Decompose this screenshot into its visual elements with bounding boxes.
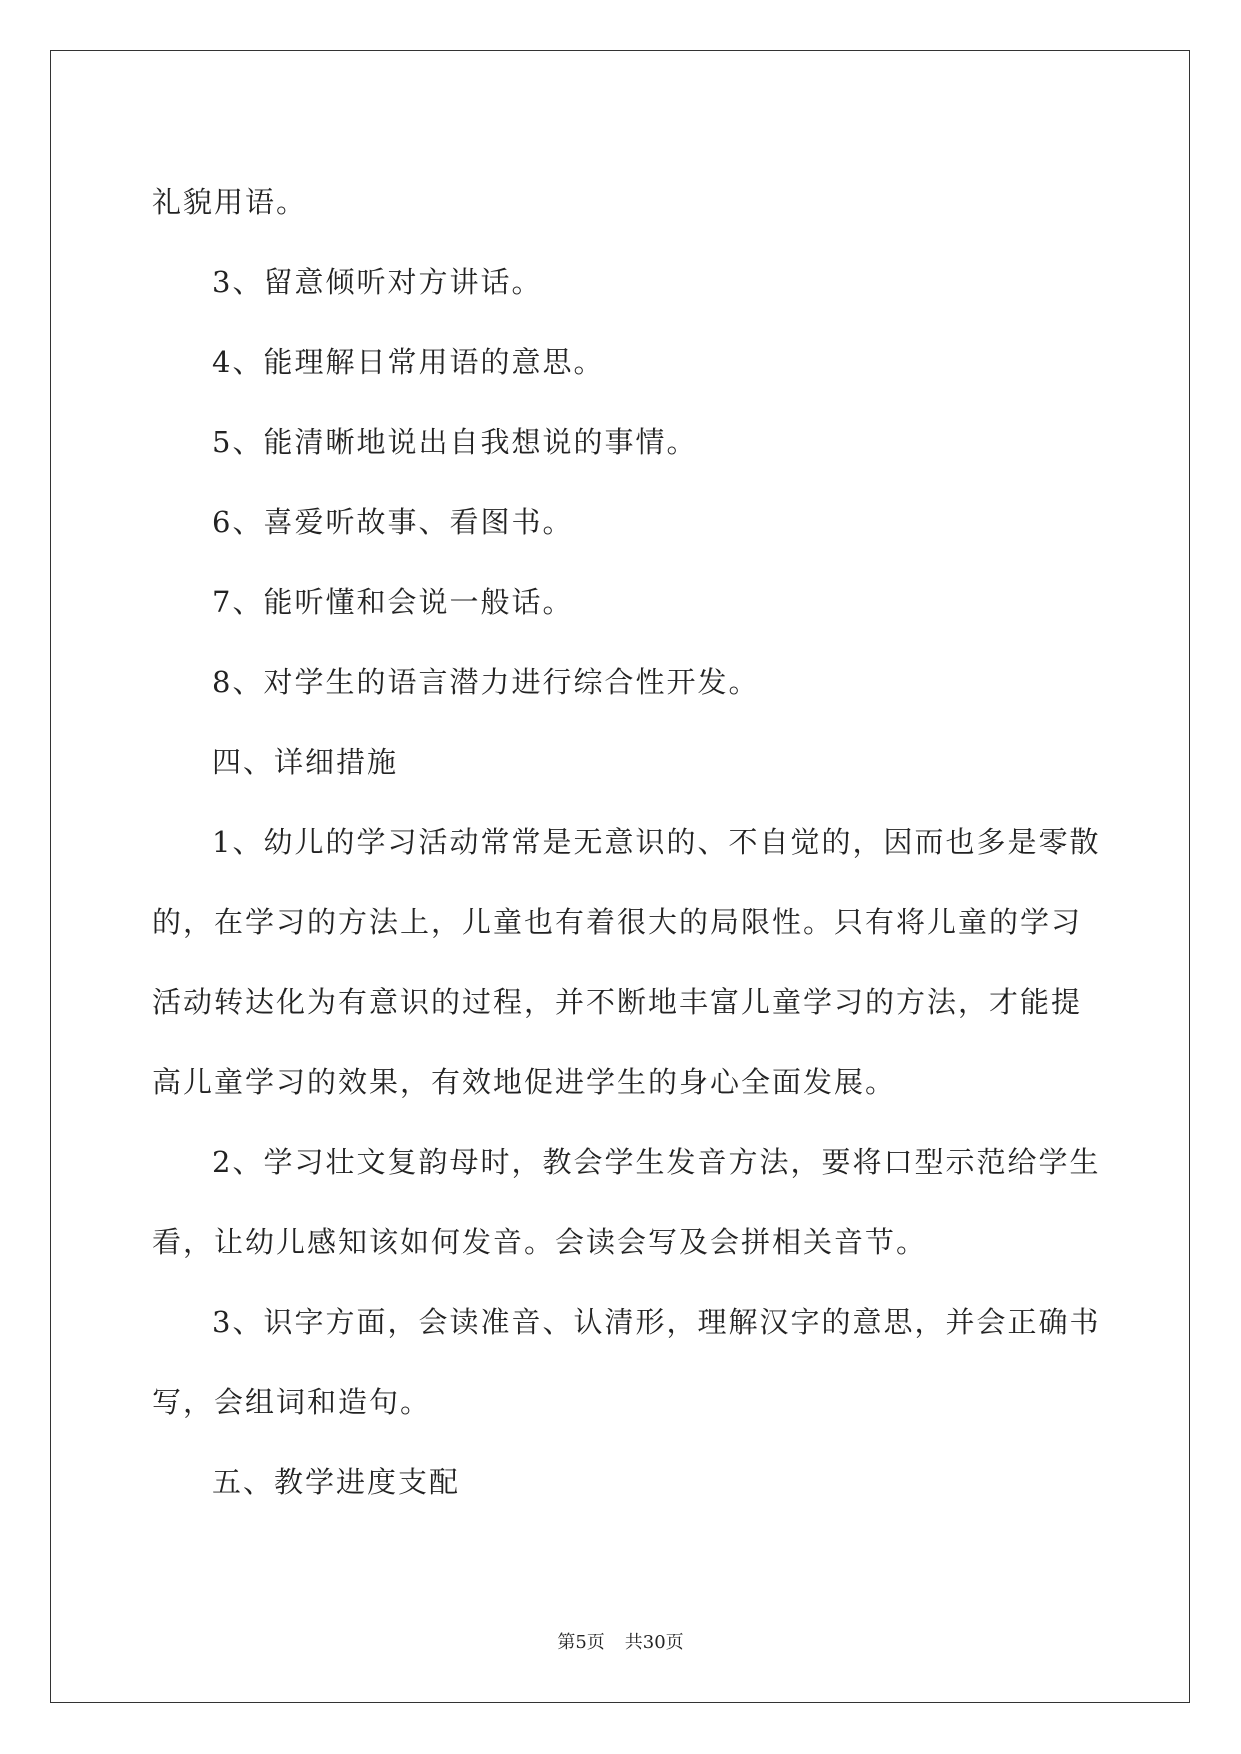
paragraph-line: 写，会组词和造句。 bbox=[152, 1385, 432, 1419]
page-label: 第 bbox=[557, 1632, 576, 1653]
total-number: 30 bbox=[642, 1632, 666, 1653]
paragraph-line: 的，在学习的方法上，儿童也有着很大的局限性。只有将儿童的学习 bbox=[152, 905, 1083, 939]
page-footer bbox=[0, 1628, 1241, 1654]
paragraph-line: 看，让幼儿感知该如何发音。会读会写及会拼相关音节。 bbox=[152, 1225, 928, 1259]
paragraph-line: 6、喜爱听故事、看图书。 bbox=[212, 505, 574, 539]
paragraph-line: 8、对学生的语言潜力进行综合性开发。 bbox=[212, 665, 760, 699]
paragraph-line: 5、能清晰地说出自我想说的事情。 bbox=[212, 425, 698, 459]
total-label: 共 bbox=[624, 1632, 643, 1653]
paragraph-line: 礼貌用语。 bbox=[152, 185, 308, 219]
paragraph-line: 1、幼儿的学习活动常常是无意识的、不自觉的，因而也多是零散 bbox=[212, 825, 1101, 859]
paragraph-line: 四、详细措施 bbox=[212, 745, 399, 779]
paragraph-line: 3、留意倾听对方讲话。 bbox=[212, 265, 543, 299]
total-suffix: 页 bbox=[665, 1632, 684, 1653]
page-suffix: 页 bbox=[586, 1632, 605, 1653]
document-body bbox=[152, 162, 1101, 1522]
paragraph-line: 3、识字方面，会读准音、认清形，理解汉字的意思，并会正确书 bbox=[212, 1305, 1101, 1339]
paragraph-line: 高儿童学习的效果，有效地促进学生的身心全面发展。 bbox=[152, 1065, 897, 1099]
paragraph-line: 7、能听懂和会说一般话。 bbox=[212, 585, 574, 619]
paragraph-line: 五、教学进度支配 bbox=[212, 1465, 461, 1499]
paragraph-line: 活动转达化为有意识的过程，并不断地丰富儿童学习的方法，才能提 bbox=[152, 985, 1083, 1019]
page-number: 5 bbox=[575, 1632, 587, 1653]
paragraph-line: 4、能理解日常用语的意思。 bbox=[212, 345, 605, 379]
paragraph-line: 2、学习壮文复韵母时，教会学生发音方法，要将口型示范给学生 bbox=[212, 1145, 1101, 1179]
